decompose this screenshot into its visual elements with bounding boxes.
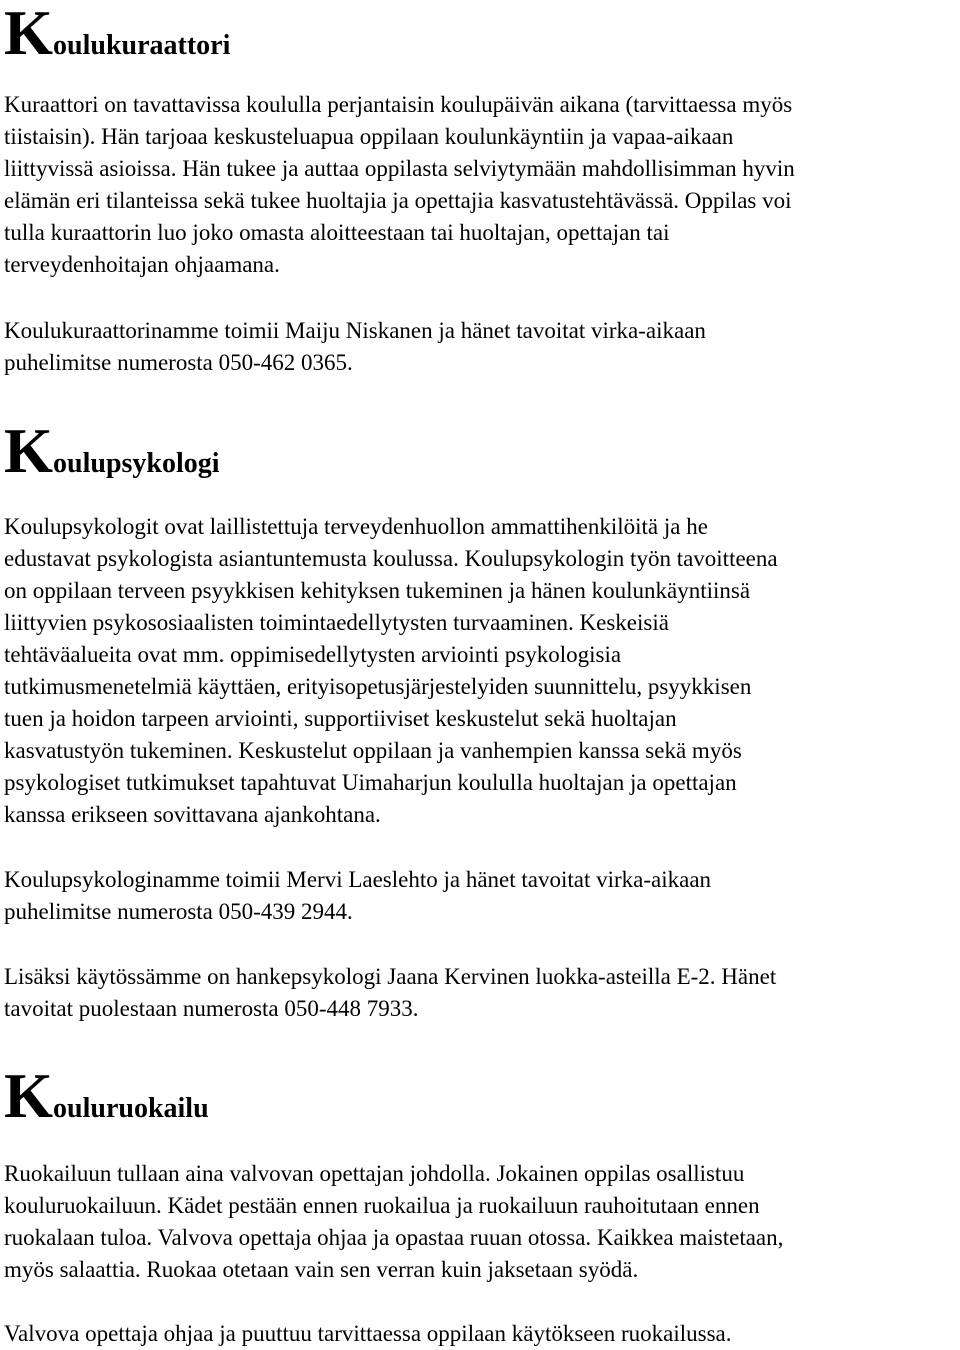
- text-line: Koulupsykologinamme toimii Mervi Laeslehto ja hänet tavoitat virka-aikaan: [4, 867, 712, 892]
- text-line: tiistaisin). Hän tarjoaa keskusteluapua oppilaan koulunkäyntiin ja vapaa-aikaan: [4, 124, 734, 149]
- text-line: kasvatustyön tukeminen. Keskustelut oppilaan ja vanhempien kanssa sekä myös: [4, 738, 742, 763]
- text-line: Valvova opettaja ohjaa ja puuttuu tarvittaessa oppilaan käytökseen ruokailussa.: [4, 1321, 732, 1346]
- heading-kouluruokailu: [4, 1061, 209, 1131]
- paragraph-kuraattori-contact: [4, 315, 706, 379]
- text-line: myös salaattia. Ruokaa otetaan vain sen verran kuin jaksetaan syödä.: [4, 1257, 639, 1282]
- text-line: Koulukuraattorinamme toimii Maiju Niskanen ja hänet tavoitat virka-aikaan: [4, 318, 706, 343]
- text-line: elämän eri tilanteissa sekä tukee huoltajia ja opettajia kasvatustehtävässä. Oppilas voi: [4, 188, 792, 213]
- text-line: tuen ja hoidon tarpeen arviointi, supportiiviset keskustelut sekä huoltajan: [4, 706, 677, 731]
- text-line: Ruokailuun tullaan aina valvovan opettajan johdolla. Jokainen oppilas osallistuu: [4, 1161, 745, 1186]
- heading-koulukuraattori: [4, 0, 231, 68]
- heading-initial: K: [4, 0, 54, 68]
- text-line: on oppilaan terveen psyykkisen kehityksen tukeminen ja hänen koulunkäyntiinsä: [4, 578, 751, 603]
- text-line: liittyvien psykososiaalisten toimintaedellytysten turvaaminen. Keskeisiä: [4, 610, 669, 635]
- heading-initial: K: [4, 416, 54, 486]
- text-line: puhelimitse numerosta 050-462 0365.: [4, 350, 353, 375]
- paragraph-psykologi-intro: [4, 511, 778, 831]
- text-line: kanssa erikseen sovittavana ajankohtana.: [4, 802, 381, 827]
- heading-rest: oulukuraattori: [53, 30, 231, 61]
- text-line: Koulupsykologit ovat laillistettuja terveydenhuollon ammattihenkilöitä ja he: [4, 514, 708, 539]
- text-line: ruokalaan tuloa. Valvova opettaja ohjaa ja opastaa ruuan otossa. Kaikkea maistetaan,: [4, 1225, 784, 1250]
- heading-rest: ouluruokailu: [53, 1093, 209, 1124]
- text-line: edustavat psykologista asiantuntemusta koulussa. Koulupsykologin työn tavoitteena: [4, 546, 778, 571]
- heading-rest: oulupsykologi: [53, 448, 220, 479]
- heading-koulupsykologi: [4, 416, 220, 486]
- text-line: kouluruokailuun. Kädet pestään ennen ruokailua ja ruokailuun rauhoitutaan ennen: [4, 1193, 760, 1218]
- heading-initial: K: [4, 1061, 54, 1131]
- text-line: Kuraattori on tavattavissa koululla perjantaisin koulupäivän aikana (tarvittaessa myös: [4, 92, 793, 117]
- text-line: tavoitat puolestaan numerosta 050-448 7933.: [4, 996, 419, 1021]
- paragraph-kuraattori-intro: [4, 89, 795, 281]
- paragraph-ruokailu-rules: [4, 1158, 783, 1286]
- text-line: tutkimusmenetelmiä käyttäen, erityisopetusjärjestelyiden suunnittelu, psyykkisen: [4, 674, 752, 699]
- text-line: puhelimitse numerosta 050-439 2944.: [4, 899, 353, 924]
- text-line: tehtäväalueita ovat mm. oppimisedellytysten arviointi psykologisia: [4, 642, 622, 667]
- text-line: Lisäksi käytössämme on hankepsykologi Jaana Kervinen luokka-asteilla E-2. Hänet: [4, 964, 777, 989]
- paragraph-psykologi-contact: [4, 864, 711, 928]
- text-line: tulla kuraattorin luo joko omasta aloitteestaan tai huoltajan, opettajan tai: [4, 220, 670, 245]
- paragraph-ruokailu-supervision: [4, 1318, 731, 1350]
- text-line: terveydenhoitajan ohjaamana.: [4, 252, 280, 277]
- paragraph-hankepsykologi-contact: [4, 961, 776, 1025]
- text-line: liittyvissä asioissa. Hän tukee ja auttaa oppilasta selviytymään mahdollisimman hyvin: [4, 156, 795, 181]
- text-line: psykologiset tutkimukset tapahtuvat Uimaharjun koululla huoltajan ja opettajan: [4, 770, 737, 795]
